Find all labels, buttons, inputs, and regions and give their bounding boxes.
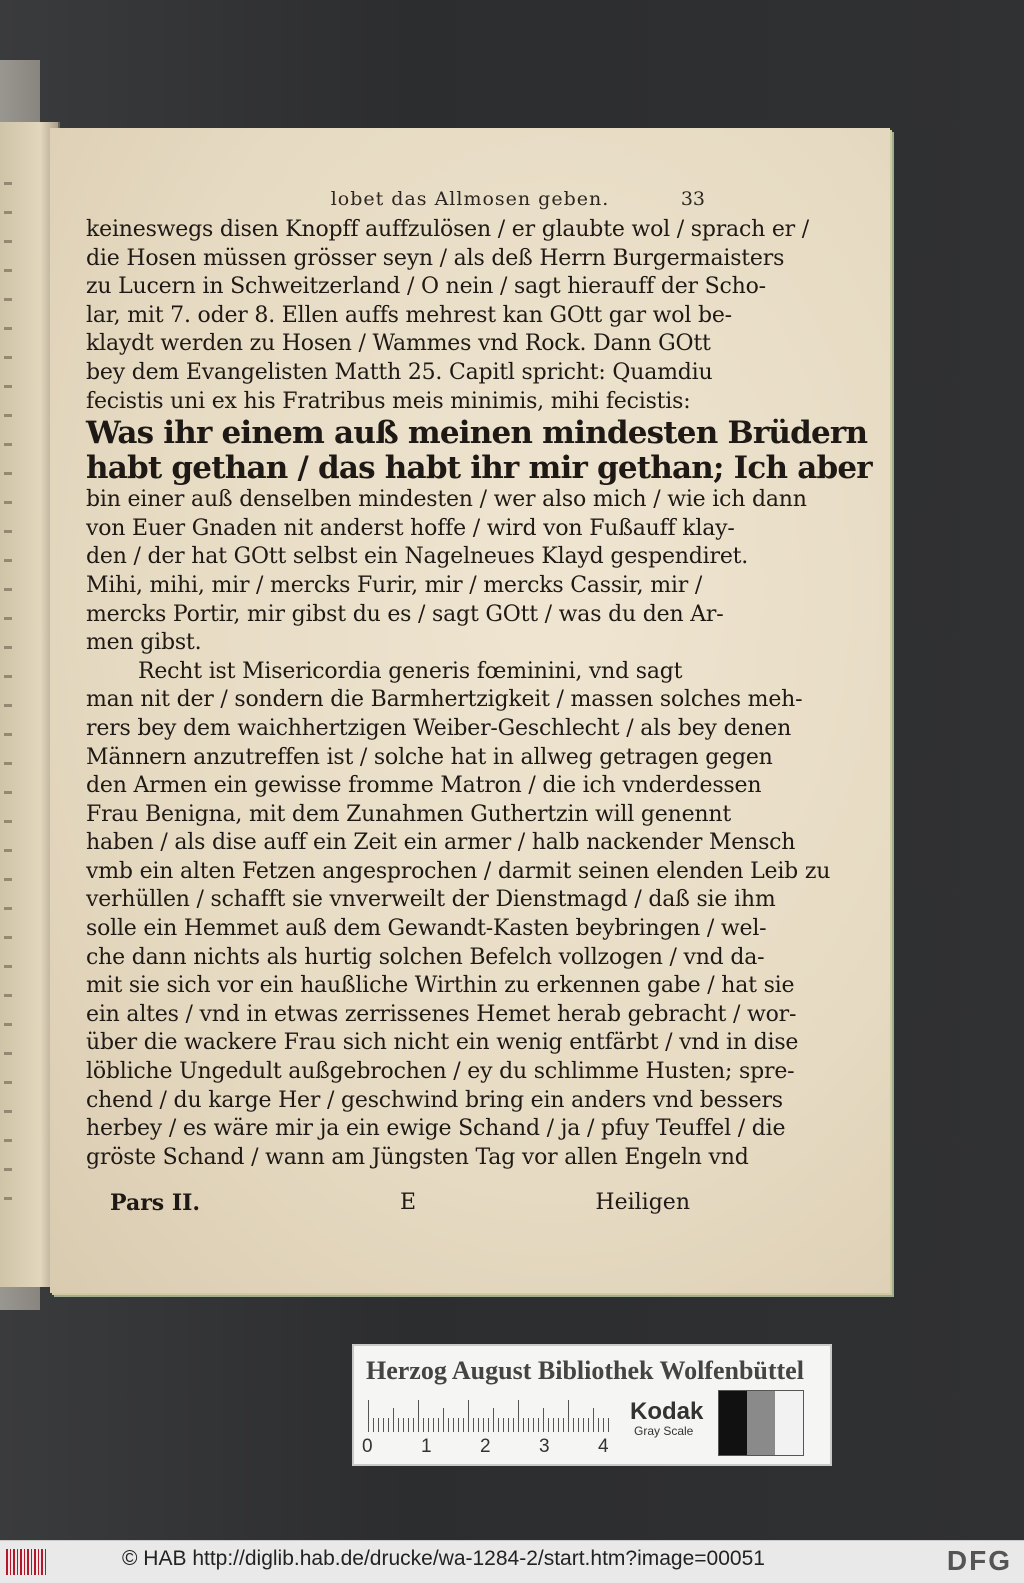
- ruler-tick: [523, 1418, 524, 1432]
- text-line: chend / du karge Her / geschwind bring ein anders vnd bessers: [86, 1087, 783, 1113]
- text-line: Was ihr einem auß meinen mindesten Brüdern: [86, 415, 868, 452]
- text-line: zu Lucern in Schweitzerland / O nein / sagt hierauff der Scho-: [86, 274, 766, 300]
- ruler-tick: [593, 1408, 594, 1432]
- page-edge-mark: [4, 211, 12, 214]
- ruler-tick: [438, 1418, 439, 1432]
- page-edge-mark: [4, 1023, 12, 1026]
- page-edge-mark: [4, 994, 12, 997]
- page-edge-mark: [4, 1081, 12, 1084]
- text-line: man nit der / sondern die Barmhertzigkeit / massen solches meh-: [86, 687, 803, 713]
- text-line: mit sie sich vor ein haußliche Wirthin zu erkennen gabe / hat sie: [86, 973, 795, 999]
- text-line: solle ein Hemmet auß dem Gewandt-Kasten beybringen / wel-: [86, 916, 767, 942]
- text-line: löbliche Ungedult außgebrochen / ey du schlimme Husten; spre-: [86, 1059, 795, 1085]
- ruler-tick: [423, 1418, 424, 1432]
- page-edge-mark: [4, 385, 12, 388]
- text-line: bey dem Evangelisten Matth 25. Capitl spricht: Quamdiu: [86, 359, 713, 385]
- text-line: den Armen ein gewisse fromme Matron / die ich vnderdessen: [86, 773, 762, 799]
- text-line: lar, mit 7. oder 8. Ellen auffs mehrest kan GOtt gar wol be-: [86, 302, 732, 328]
- ruler-tick: [578, 1418, 579, 1432]
- page-edge-mark: [4, 298, 12, 301]
- signature-mark: Pars II.: [110, 1190, 201, 1216]
- page-edge-mark: [4, 646, 12, 649]
- page-edge-mark: [4, 1052, 12, 1055]
- page-edge-mark: [4, 443, 12, 446]
- ruler-tick: [398, 1418, 399, 1432]
- text-line: fecistis uni ex his Fratribus meis minimis, mihi fecistis:: [86, 388, 691, 414]
- ruler-tick: [528, 1418, 529, 1432]
- dfg-logo: DFG: [946, 1545, 1012, 1576]
- text-line: über die wackere Frau sich nicht ein wenig entfärbt / vnd in dise: [86, 1030, 799, 1056]
- ruler-tick: [558, 1418, 559, 1432]
- ruler-tick: [478, 1418, 479, 1432]
- page-edge-mark: [4, 675, 12, 678]
- page-edge-mark: [4, 617, 12, 620]
- copyright-link[interactable]: © HAB http://diglib.hab.de/drucke/wa-1284-2/start.htm?image=00051: [122, 1547, 765, 1570]
- text-line: men gibst.: [86, 630, 202, 656]
- page-edge-mark: [4, 1168, 12, 1171]
- hab-logo-icon: [6, 1549, 46, 1575]
- ruler-tick: [508, 1418, 509, 1432]
- text-line: Männern anzutreffen ist / solche hat in allweg getragen gegen: [86, 744, 773, 770]
- page-edge-mark: [4, 733, 12, 736]
- ruler-number: 4: [598, 1436, 609, 1457]
- ruler-tick: [513, 1418, 514, 1432]
- page-number: 33: [680, 188, 705, 210]
- text-line: verhüllen / schafft sie vnverweilt der Dienstmagd / daß sie ihm: [86, 887, 776, 913]
- page-edge-mark: [4, 182, 12, 185]
- page-edge-mark: [4, 820, 12, 823]
- color-calibration-chart: [352, 1344, 832, 1466]
- page-edge-mark: [4, 907, 12, 910]
- ruler-tick: [538, 1418, 539, 1432]
- page-edge-mark: [4, 356, 12, 359]
- gray-swatch: [775, 1391, 803, 1455]
- ruler-number: 3: [539, 1436, 550, 1457]
- gray-swatch: [747, 1391, 775, 1455]
- ruler-tick: [603, 1418, 604, 1432]
- text-line: Recht ist Misericordia generis fœminini, vnd sagt: [138, 658, 683, 684]
- page-edge-mark: [4, 1139, 12, 1142]
- catchword: Heiligen: [595, 1190, 690, 1215]
- page-edge-mark: [4, 588, 12, 591]
- page-footer: [110, 1190, 690, 1220]
- page-edge-mark: [4, 965, 12, 968]
- ruler-tick: [608, 1418, 609, 1432]
- page-edge-mark: [4, 559, 12, 562]
- ruler-tick: [408, 1418, 409, 1432]
- book-page: [50, 128, 890, 1293]
- ruler-tick: [568, 1400, 569, 1432]
- ruler-tick: [413, 1418, 414, 1432]
- page-edge-mark: [4, 501, 12, 504]
- library-name: Herzog August Bibliothek Wolfenbüttel: [366, 1356, 804, 1385]
- ruler-tick: [383, 1418, 384, 1432]
- text-line: habt gethan / das habt ihr mir gethan; Ich aber: [86, 450, 872, 487]
- text-line: bin einer auß denselben mindesten / wer also mich / wie ich dann: [86, 487, 807, 513]
- text-line: Mihi, mihi, mir / mercks Furir, mir / mercks Cassir, mir /: [86, 572, 703, 598]
- page-edge-mark: [4, 878, 12, 881]
- ruler-number: 0: [362, 1436, 373, 1457]
- text-line: den / der hat GOtt selbst ein Nagelneues Klayd gespendiret.: [86, 544, 749, 570]
- ruler-tick: [468, 1400, 469, 1432]
- page-edge-mark: [4, 849, 12, 852]
- ruler-tick: [503, 1418, 504, 1432]
- text-line: gröste Schand / wann am Jüngsten Tag vor allen Engeln vnd: [86, 1144, 749, 1170]
- page-text: [86, 216, 872, 1172]
- ruler-tick: [533, 1418, 534, 1432]
- text-line: ein altes / vnd in etwas zerrissenes Hemet herab gebracht / wor-: [86, 1001, 797, 1027]
- page-edge-mark: [4, 269, 12, 272]
- text-line: keineswegs disen Knopff auffzulösen / er glaubte wol / sprach er /: [86, 217, 809, 242]
- ruler-tick: [588, 1418, 589, 1432]
- ruler-tick: [443, 1408, 444, 1432]
- text-line: die Hosen müssen grösser seyn / als deß Herrn Burgermaisters: [86, 245, 785, 271]
- ruler-tick: [453, 1418, 454, 1432]
- ruler-tick: [403, 1418, 404, 1432]
- page-edge-mark: [4, 1110, 12, 1113]
- page-edge-mark: [4, 704, 12, 707]
- text-line: rers bey dem waichhertzigen Weiber-Geschlecht / als bey denen: [86, 715, 792, 741]
- page-edge-mark: [4, 414, 12, 417]
- ruler-numbers: [362, 1436, 622, 1458]
- ruler-tick: [548, 1418, 549, 1432]
- ruler-tick: [573, 1418, 574, 1432]
- page-edge-mark: [4, 791, 12, 794]
- ruler-tick: [518, 1400, 519, 1432]
- page-edge-mark: [4, 327, 12, 330]
- page-edge-mark: [4, 936, 12, 939]
- ruler-tick: [563, 1418, 564, 1432]
- text-line: herbey / es wäre mir ja ein ewige Schand / ja / pfuy Teuffel / die: [86, 1116, 786, 1142]
- ruler-tick: [428, 1418, 429, 1432]
- ruler-tick: [553, 1418, 554, 1432]
- ruler-tick: [498, 1418, 499, 1432]
- running-head: lobet das Allmosen geben.: [330, 188, 610, 210]
- ruler-tick: [493, 1408, 494, 1432]
- ruler-scale: [368, 1400, 614, 1432]
- ruler-tick: [418, 1400, 419, 1432]
- signature-letter: E: [400, 1190, 417, 1215]
- ruler-tick: [378, 1418, 379, 1432]
- text-line: klaydt werden zu Hosen / Wammes vnd Rock. Dann GOtt: [86, 331, 711, 357]
- footer-bar: [0, 1540, 1024, 1583]
- kodak-logo: Kodak: [630, 1398, 704, 1425]
- ruler-tick: [483, 1418, 484, 1432]
- text-line: von Euer Gnaden nit anderst hoffe / wird von Fußauff klay-: [86, 515, 735, 541]
- ruler-tick: [448, 1418, 449, 1432]
- ruler-tick: [473, 1418, 474, 1432]
- ruler-number: 1: [421, 1436, 432, 1457]
- text-line: che dann nichts als hurtig solchen Befelch vollzogen / vnd da-: [86, 944, 765, 970]
- text-line: mercks Portir, mir gibst du es / sagt GOtt / was du den Ar-: [86, 601, 724, 627]
- ruler-tick: [433, 1418, 434, 1432]
- ruler-tick: [393, 1408, 394, 1432]
- ruler-tick: [458, 1418, 459, 1432]
- ruler-tick: [583, 1418, 584, 1432]
- ruler-tick: [543, 1408, 544, 1432]
- ruler-tick: [463, 1418, 464, 1432]
- gray-scale-label: Gray Scale: [634, 1424, 694, 1438]
- ruler-number: 2: [480, 1436, 491, 1457]
- text-line: haben / als dise auff ein Zeit ein armer / halb nackender Mensch: [86, 830, 796, 856]
- gray-swatch: [719, 1391, 747, 1455]
- text-line: Frau Benigna, mit dem Zunahmen Guthertzin will genennt: [86, 801, 731, 827]
- ruler-tick: [368, 1400, 369, 1432]
- ruler-tick: [388, 1418, 389, 1432]
- page-edge-mark: [4, 240, 12, 243]
- page-edge-mark: [4, 530, 12, 533]
- gray-swatches: [718, 1390, 804, 1456]
- text-line: vmb ein alten Fetzen angesprochen / darmit seinen elenden Leib zu: [86, 858, 831, 884]
- ruler-tick: [598, 1418, 599, 1432]
- page-edge-mark: [4, 762, 12, 765]
- page-edge-mark: [4, 472, 12, 475]
- ruler-tick: [373, 1418, 374, 1432]
- page-edge-mark: [4, 1197, 12, 1200]
- ruler-tick: [488, 1418, 489, 1432]
